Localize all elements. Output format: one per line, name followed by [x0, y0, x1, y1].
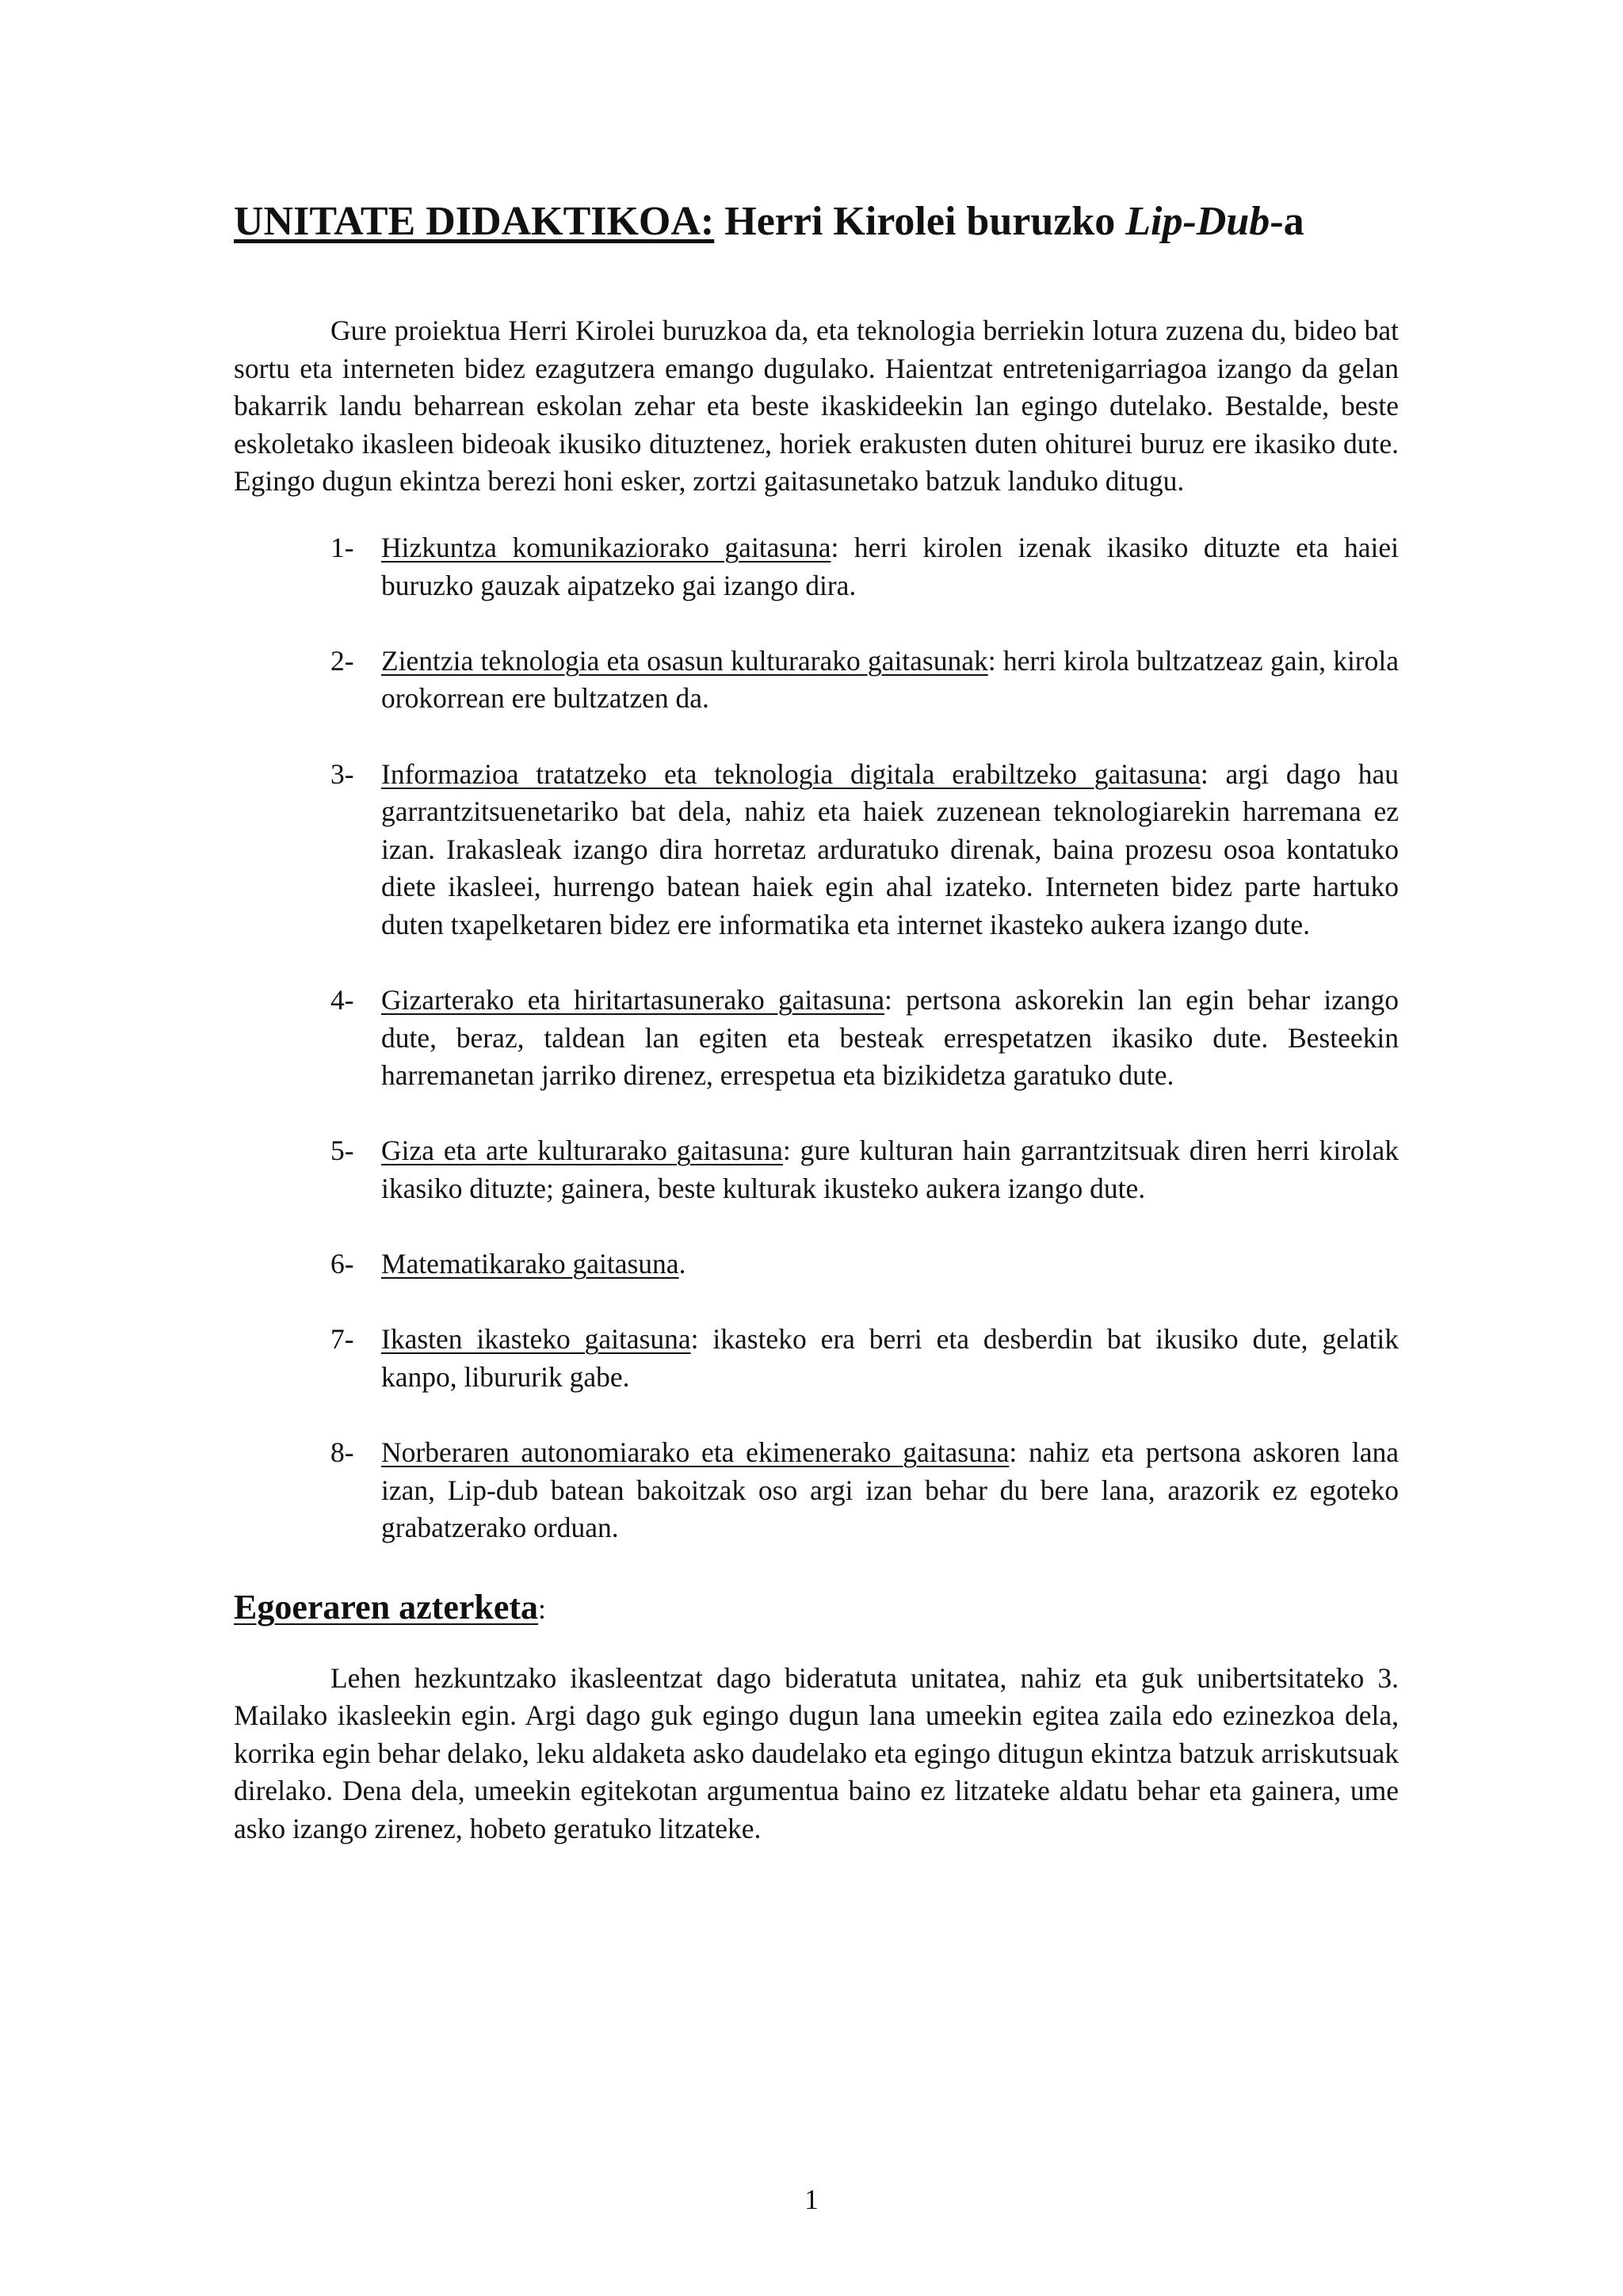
title-prefix: UNITATE DIDAKTIKOA: — [234, 199, 715, 244]
competence-number: 7- — [330, 1323, 354, 1356]
competence-name: Ikasten ikasteko gaitasuna — [381, 1323, 691, 1356]
intro-paragraph: Gure proiektua Herri Kirolei buruzkoa da, eta teknologia berriekin lotura zuzena du, bideo bat sortu eta interneten bidez ezagutzera emango dugulako. Haientzat entretenigarriagoa izango da gelan bakarrik landu beharrean eskolan zehar eta beste ikaskideekin lan egingo dutelako. Bestalde, beste eskoletako ikasleen bideoak ikusiko dituztenez, horiek erakusten duten ohiturei buruz ere ikasiko dute. Egingo dugun ekintza berezi honi esker, zortzi gaitasunetako batzuk landuko ditugu. — [234, 315, 1399, 498]
competence-item — [234, 1321, 1399, 1396]
page-number: 1 — [804, 2183, 819, 2215]
title-suffix: -a — [1270, 199, 1304, 244]
competence-number: 4- — [330, 984, 354, 1016]
document-title — [234, 195, 1399, 249]
title-italic: Lip-Dub — [1125, 199, 1270, 244]
competence-name: Hizkuntza komunikaziorako gaitasuna — [381, 531, 831, 563]
competence-name: Matematikarako gaitasuna — [381, 1248, 679, 1280]
competence-name: Giza eta arte kulturarako gaitasuna — [381, 1135, 783, 1167]
competence-item — [234, 982, 1399, 1095]
competence-number: 5- — [330, 1135, 354, 1167]
competence-text: . — [678, 1248, 686, 1280]
competence-text: : herri kirola bultzatzeaz gain, kirola orokorrean ere bultzatzen da. — [381, 644, 1399, 715]
competence-text: : pertsona askorekin lan egin behar izango dute, beraz, taldean lan egiten eta besteak errespetatzen ikasiko dute. Besteekin harremanetan jarriko direnez, errespetua eta bizikidetza garatuko dute. — [381, 984, 1400, 1092]
section-heading-text: Egoeraren azterketa — [234, 1587, 539, 1627]
competence-item — [234, 529, 1399, 605]
competence-text: : argi dago hau garrantzitsuenetariko bat dela, nahiz eta haiek zuzenean teknologiarekin harremana ez izan. Irakasleak izango dira horretaz arduratuko direnak, baina prozesu osoa kontatuko diete ikasleei, hurrengo batean haiek egin ahal izateko. Interneten bidez parte hartuko duten txapelketaren bidez ere informatika eta internet ikasteko aukera izango dute. — [381, 757, 1399, 940]
competence-item — [234, 1132, 1399, 1207]
competence-text: : gure kulturan hain garrantzitsuak diren herri kirolak ikasiko dituzte; gainera, beste kulturak ikusteko aukera izango dute. — [381, 1135, 1400, 1205]
analysis-paragraph: Lehen hezkuntzako ikasleentzat dago bideratuta unitatea, nahiz eta guk unibertsitateko 3. Mailako ikasleekin egin. Argi dago guk egingo dugun lana umeekin egitea zaila edo ezinezkoa dela, korrika egin behar delako, leku aldaketa asko daudelako eta egingo ditugun ekintza batzuk arriskutsuak direlako. Dena dela, umeekin egitekotan argumentua baino ez litzateke aldatu behar eta gainera, ume asko izango zirenez, hobeto geratuko litzateke. — [234, 1661, 1399, 1844]
competence-name: Norberaren autonomiarako eta ekimenerako gaitasuna — [381, 1436, 1010, 1469]
competence-number: 8- — [330, 1436, 354, 1469]
competence-item — [234, 643, 1399, 718]
competence-number: 2- — [330, 644, 354, 677]
competence-item — [234, 756, 1399, 944]
competence-number: 1- — [330, 531, 354, 563]
page-content — [234, 195, 1399, 1848]
competence-name: Zientzia teknologia eta osasun kulturarako gaitasunak — [381, 644, 988, 677]
competence-number: 6- — [330, 1248, 354, 1280]
competence-name: Gizarterako eta hiritartasunerako gaitasuna — [381, 984, 884, 1016]
competence-item — [234, 1245, 1399, 1283]
competence-name: Informazioa tratatzeko eta teknologia digitala erabiltzeko gaitasuna — [381, 757, 1201, 790]
competence-number: 3- — [330, 757, 354, 790]
competence-text: : ikasteko era berri eta desberdin bat ikusiko dute, gelatik kanpo, libururik gabe. — [381, 1323, 1399, 1394]
competence-list — [234, 529, 1399, 1547]
section-heading-colon: : — [538, 1592, 546, 1625]
title-middle: Herri Kirolei buruzko — [714, 199, 1126, 244]
competence-item — [234, 1434, 1399, 1547]
competence-text: : herri kirolen izenak ikasiko dituzte eta haiei buruzko gauzak aipatzeko gai izango dira. — [381, 531, 1399, 601]
competence-text: : nahiz eta pertsona askoren lana izan, Lip-dub batean bakoitzak oso argi izan behar du bere lana, arazorik ez egoteko grabatzerako orduan. — [381, 1436, 1399, 1544]
section-heading — [234, 1585, 1399, 1631]
